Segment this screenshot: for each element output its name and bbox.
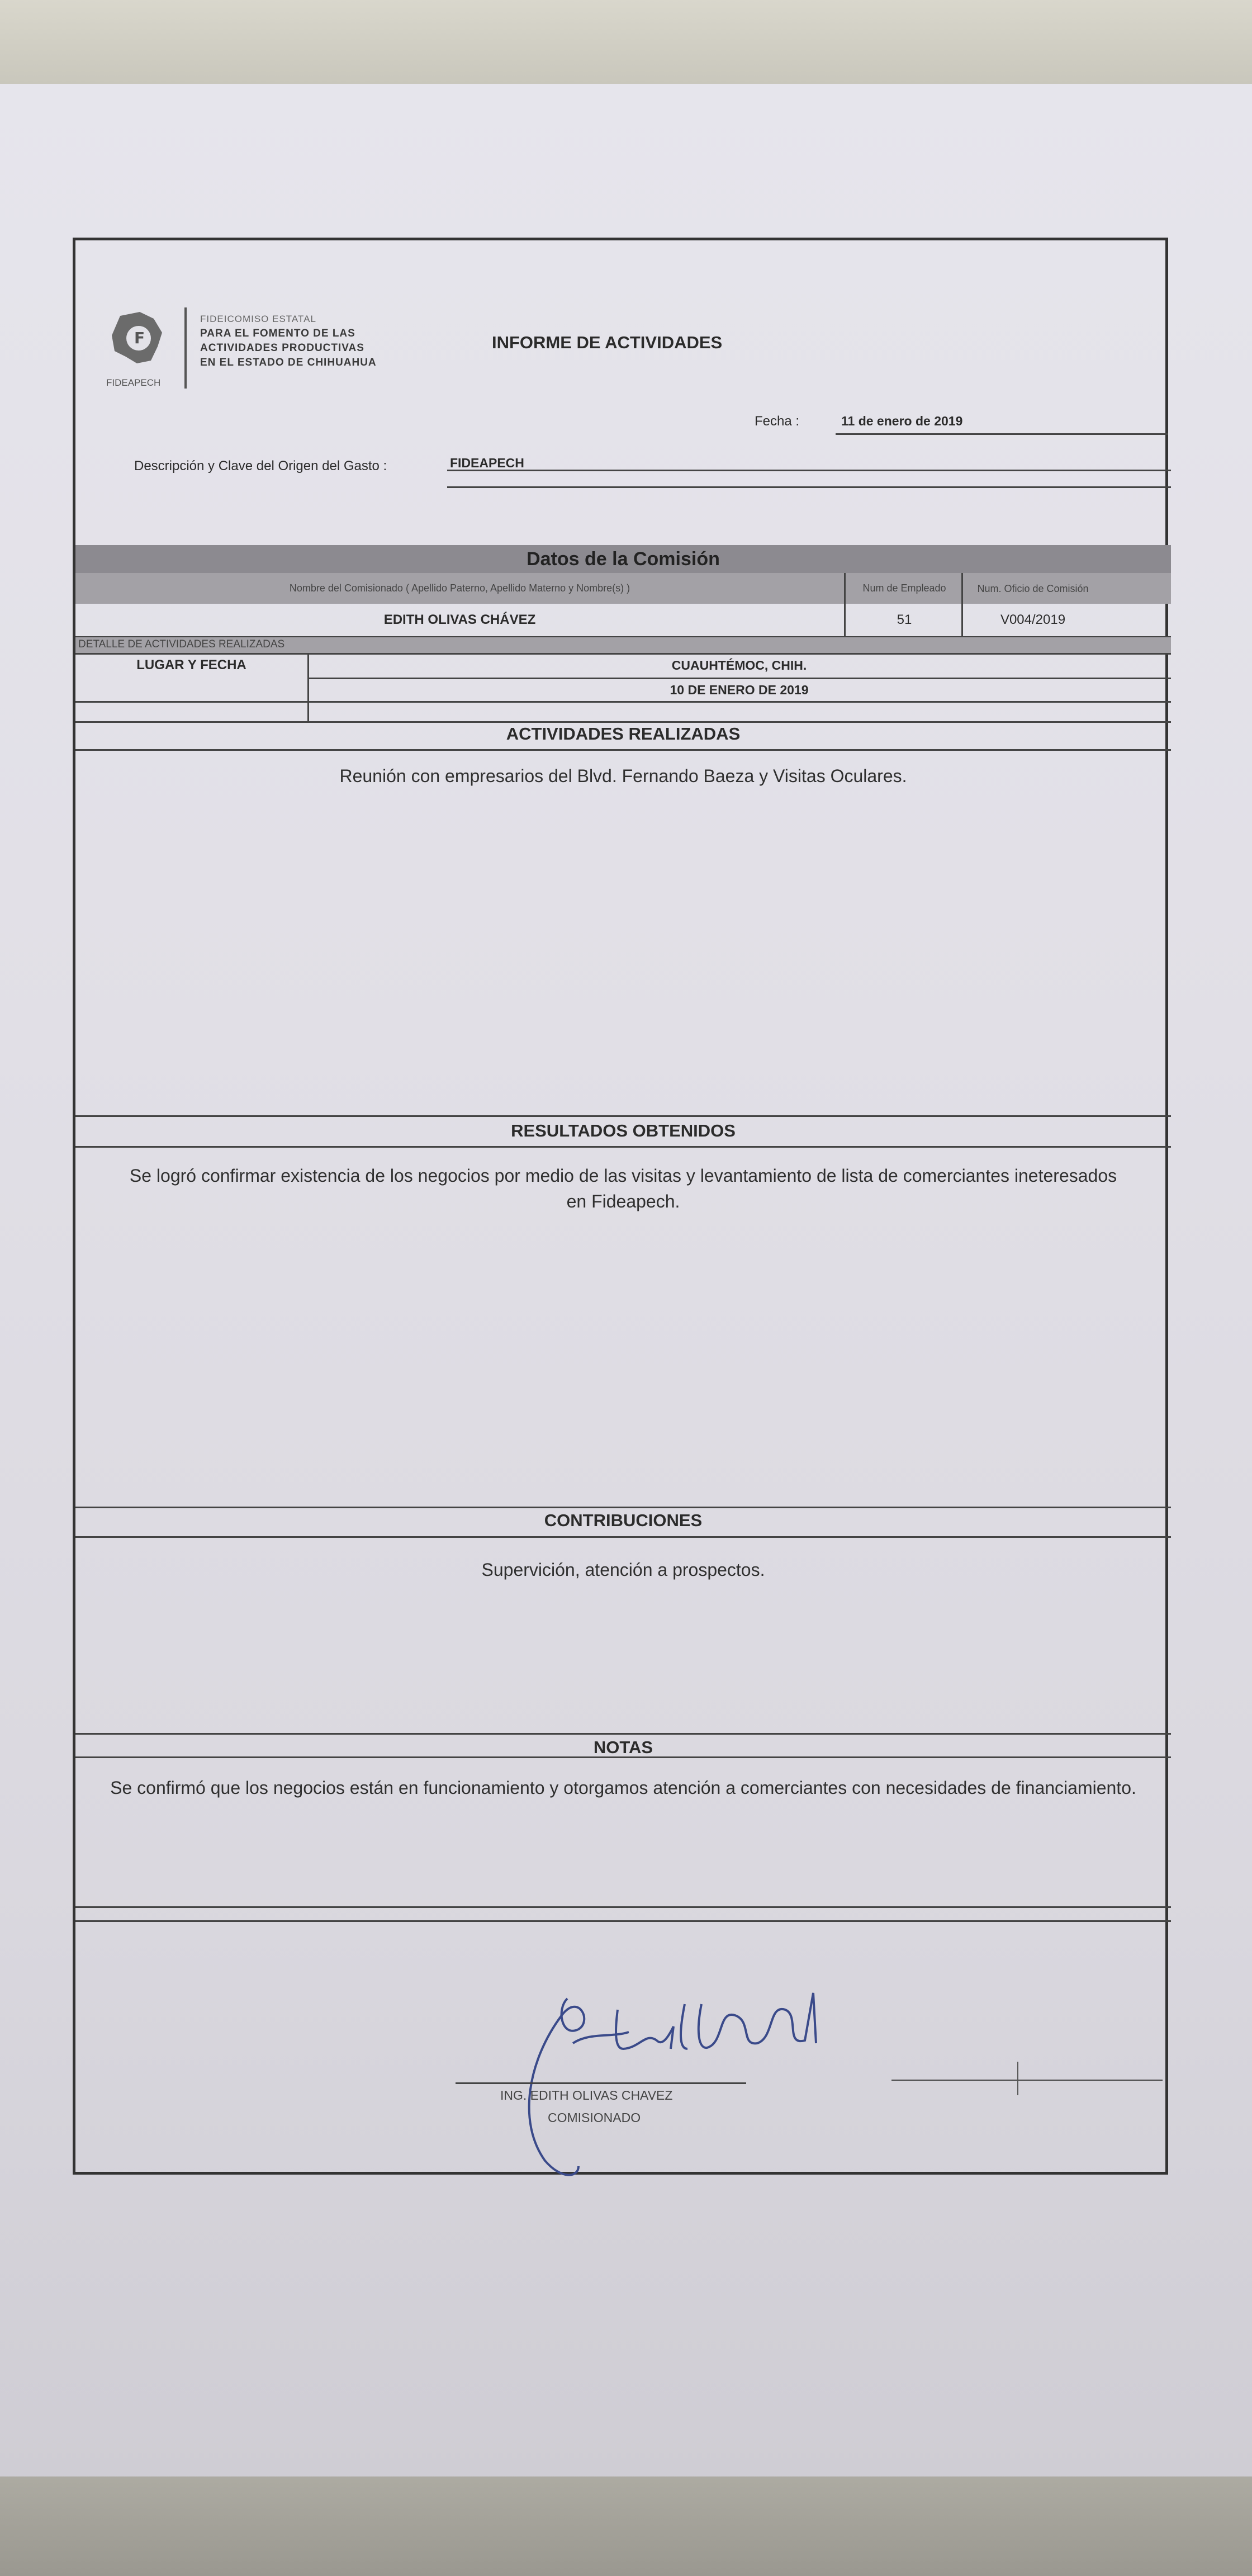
- fecha-value: 11 de enero de 2019: [841, 414, 963, 428]
- detalle-title: DETALLE DE ACTIVIDADES REALIZADAS: [78, 638, 285, 650]
- notas-top-line: [75, 1733, 1171, 1735]
- notas-title: NOTAS: [593, 1737, 653, 1757]
- signer-name: ING. EDITH OLIVAS CHAVEZ: [500, 2088, 673, 2103]
- contribuciones-top-line: [75, 1507, 1171, 1508]
- notas-line: [75, 1756, 1171, 1758]
- second-signature-line: [891, 2080, 1163, 2081]
- origen-underline: [447, 470, 1171, 471]
- signature-line: [456, 2082, 746, 2084]
- actividades-line: [75, 749, 1171, 751]
- notas-text: Se confirmó que los negocios están en funcionamiento y otorgamos atención a comerciantes con necesidades de financiamiento.: [110, 1778, 1136, 1798]
- logo-block: [106, 307, 442, 408]
- fideapech-logo-icon: [106, 307, 168, 369]
- signer-role: COMISIONADO: [548, 2110, 641, 2125]
- lugar-fecha-label: LUGAR Y FECHA: [136, 657, 246, 673]
- detalle-end-line: [75, 721, 1171, 723]
- organization-name: FIDEICOMISO ESTATAL PARA EL FOMENTO DE LAS ACTIVIDADES PRODUCTIVAS EN EL ESTADO DE CHIHUAHUA: [200, 314, 377, 368]
- col-oficio-header: Num. Oficio de Comisión: [961, 573, 1103, 604]
- firma-top-line: [75, 1906, 1171, 1908]
- fecha-label: Fecha :: [755, 414, 800, 429]
- lugar-value: CUAUHTÉMOC, CHIH.: [671, 657, 807, 673]
- contribuciones-title: CONTRIBUCIONES: [544, 1510, 703, 1530]
- svg-text:F: F: [134, 329, 145, 347]
- num-empleado: 51: [844, 604, 963, 636]
- col-nombre-header: Nombre del Comisionado ( Apellido Paterno, Apellido Materno y Nombre(s) ): [289, 583, 630, 594]
- contribuciones-line: [75, 1536, 1171, 1538]
- signature-scribble: [495, 1976, 914, 2183]
- origen-value: FIDEAPECH: [450, 456, 524, 470]
- second-signature-tick: [1017, 2062, 1018, 2095]
- actividades-text: Reunión con empresarios del Blvd. Fernando Baeza y Visitas Oculares.: [339, 766, 907, 786]
- detalle-row-line: [75, 701, 1171, 703]
- col-empleado-header: Num de Empleado: [844, 573, 963, 604]
- resultados-text: Se logró confirmar existencia de los negocios por medio de las visitas y levantamiento de lista de comerciantes ineteresados en Fideapech.: [129, 1166, 1117, 1211]
- actividades-title: ACTIVIDADES REALIZADAS: [506, 724, 741, 744]
- origen-label: Descripción y Clave del Origen del Gasto :: [134, 458, 387, 473]
- resultados-top-line: [75, 1115, 1171, 1117]
- comision-title: Datos de la Comisión: [75, 545, 1171, 573]
- comisionado-nombre: EDITH OLIVAS CHÁVEZ: [383, 612, 536, 627]
- fecha-underline: [836, 433, 1168, 435]
- logo-divider: [184, 307, 187, 389]
- resultados-title: RESULTADOS OBTENIDOS: [511, 1121, 736, 1140]
- num-oficio: V004/2019: [961, 604, 1103, 636]
- document-title: INFORME DE ACTIVIDADES: [492, 333, 723, 352]
- fecha-actividad: 10 DE ENERO DE 2019: [670, 682, 809, 697]
- logo-caption: FIDEAPECH: [106, 377, 161, 388]
- informe-form: [73, 238, 1168, 2175]
- firma-top-line-2: [75, 1920, 1171, 1922]
- contribuciones-text: Supervición, atención a prospectos.: [481, 1560, 765, 1580]
- origen-underline-2: [447, 486, 1171, 488]
- resultados-line: [75, 1146, 1171, 1148]
